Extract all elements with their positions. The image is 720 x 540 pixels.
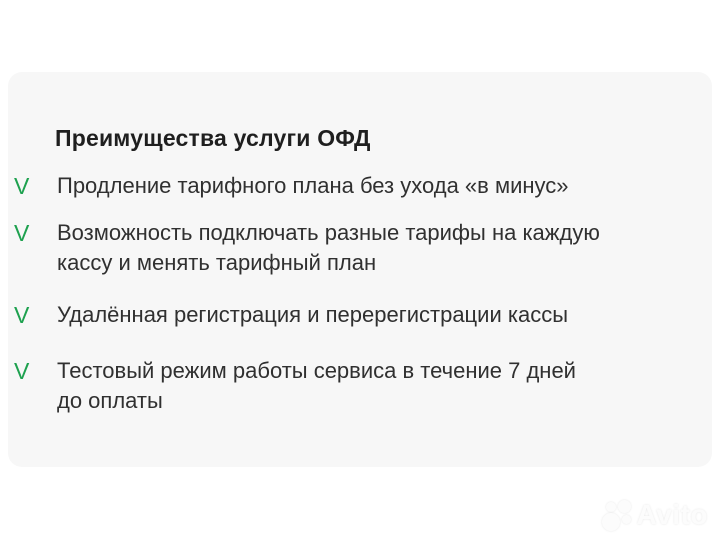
benefit-text [57, 218, 600, 278]
benefit-item [14, 171, 569, 201]
check-icon: V [14, 173, 30, 199]
benefit-text-line: Тестовый режим работы сервиса в течение 7 дней [57, 358, 576, 383]
benefit-item [14, 356, 576, 416]
benefit-item [14, 218, 600, 278]
avito-logo-dot [606, 502, 616, 512]
card-title: Преимущества услуги ОФД [55, 125, 371, 152]
benefit-text [57, 300, 568, 330]
avito-logo-dot [602, 513, 620, 531]
benefit-text-line: кассу и менять тарифный план [57, 250, 377, 275]
benefit-item [14, 300, 568, 330]
benefit-text-line: Удалённая регистрация и перерегистрации кассы [57, 302, 569, 327]
avito-wordmark: Avito [636, 499, 708, 530]
check-icon: V [14, 220, 30, 246]
benefit-text-line: Продление тарифного плана без ухода «в минус» [57, 173, 569, 198]
avito-logo-icon [602, 498, 634, 532]
benefit-text [57, 356, 576, 416]
avito-logo-dot [618, 500, 631, 513]
check-icon: V [14, 302, 30, 328]
benefit-text [57, 171, 569, 201]
avito-watermark [602, 498, 708, 532]
avito-logo-dot [622, 515, 631, 524]
check-icon: V [14, 358, 30, 384]
benefit-text-line: Возможность подключать разные тарифы на каждую [57, 220, 600, 245]
benefit-text-line: до оплаты [57, 388, 163, 413]
